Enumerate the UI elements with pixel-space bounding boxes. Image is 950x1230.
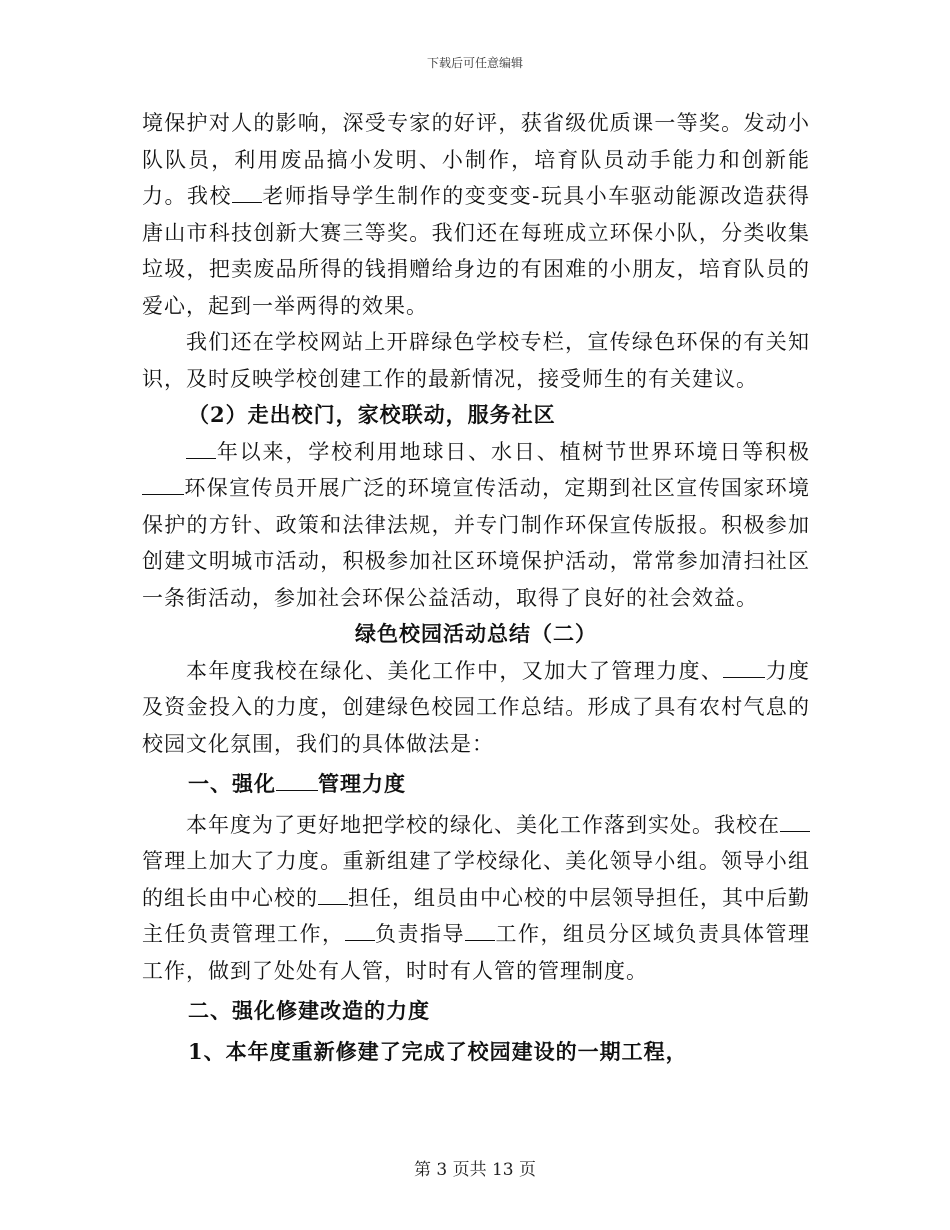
text-segment: 环保宣传员开展广泛的环境宣传活动，定期到社区宣传国家环境保护的方针、政策和法律法规，并专门制作环保宣传版报。积极参加创建文明城市活动，积极参加社区环境保护活动，常常参加清扫社区一条街活动，参加社会环保公益活动，取得了良好的社会效益。: [142, 476, 810, 610]
fill-blank: [318, 904, 348, 905]
paragraph-management: [142, 807, 810, 990]
text-segment: 一、强化: [188, 771, 276, 796]
page-header: 下载后可任意编辑: [426, 56, 523, 70]
page-footer: 第 3 页共 13 页: [413, 1160, 537, 1180]
paragraph-intro: [142, 653, 810, 763]
text-segment: 担任，组员由中心校的中层领导担任，其中后勤主任负责管理工作，: [142, 885, 810, 946]
heading-phase-one: 1、本年度重新修建了完成了校园建设的一期工程，: [188, 1038, 688, 1064]
fill-blank: [276, 790, 318, 791]
fill-blank: [723, 677, 765, 678]
text-segment: 老师指导学生制作的变变变-玩具小车驱动能源改造获得唐山市科技创新大赛三等奖。我们还在每班成立环保小队，分类收集垃圾，把卖废品所得的钱捐赠给身边的有困难的小朋友，培育队员的爱心，起到一举两得的效果。: [142, 184, 811, 318]
text-segment: 境保护对人的影响，深受专家的好评，获省级优质课一等奖。发动小队队员，利用废品搞小发明、小制作，培育队员动手能力和创新能力。我校: [142, 111, 810, 208]
fill-blank: [142, 494, 184, 495]
text-segment: 本年度为了更好地把学校的绿化、美化工作落到实处。我校在: [186, 812, 780, 837]
subheading-community: （2）走出校门，家校联动，服务社区: [188, 402, 556, 427]
text-segment: 年以来，学校利用地球日、水日、植树节世界环境日等积极: [216, 439, 810, 464]
section-title: 绿色校园活动总结（二）: [355, 621, 597, 646]
paragraph-community: [142, 434, 810, 617]
heading-construction: 二、强化修建改造的力度: [188, 998, 430, 1023]
heading-management: [142, 766, 810, 803]
fill-blank: [465, 940, 495, 941]
fill-blank: [345, 940, 375, 941]
paragraph-1: [142, 105, 810, 324]
text-segment: 工作，组员分区域负责具体管理工作，做到了处处有人管，时时有人管的管理制度。: [142, 922, 810, 983]
fill-blank: [186, 458, 216, 459]
document-body: [142, 105, 810, 1070]
text-segment: 管理上加大了力度。重新组建了学校绿化、美化领导小组。领导小组的组长由中心校的: [142, 849, 810, 910]
fill-blank: [232, 202, 262, 203]
fill-blank: [780, 831, 810, 832]
text-segment: 负责指导: [374, 922, 465, 946]
paragraph-website: 我们还在学校网站上开辟绿色学校专栏，宣传绿色环保的有关知识，及时反映学校创建工作的最新情况，接受师生的有关建议。: [142, 330, 810, 391]
text-segment: 管理力度: [318, 771, 406, 796]
text-segment: 本年度我校在绿化、美化工作中，又加大了管理力度、: [186, 658, 724, 683]
text-segment: 力度及资金投入的力度，创建绿色校园工作总结。形成了具有农村气息的校园文化氛围，我们的具体做法是：: [142, 658, 811, 756]
